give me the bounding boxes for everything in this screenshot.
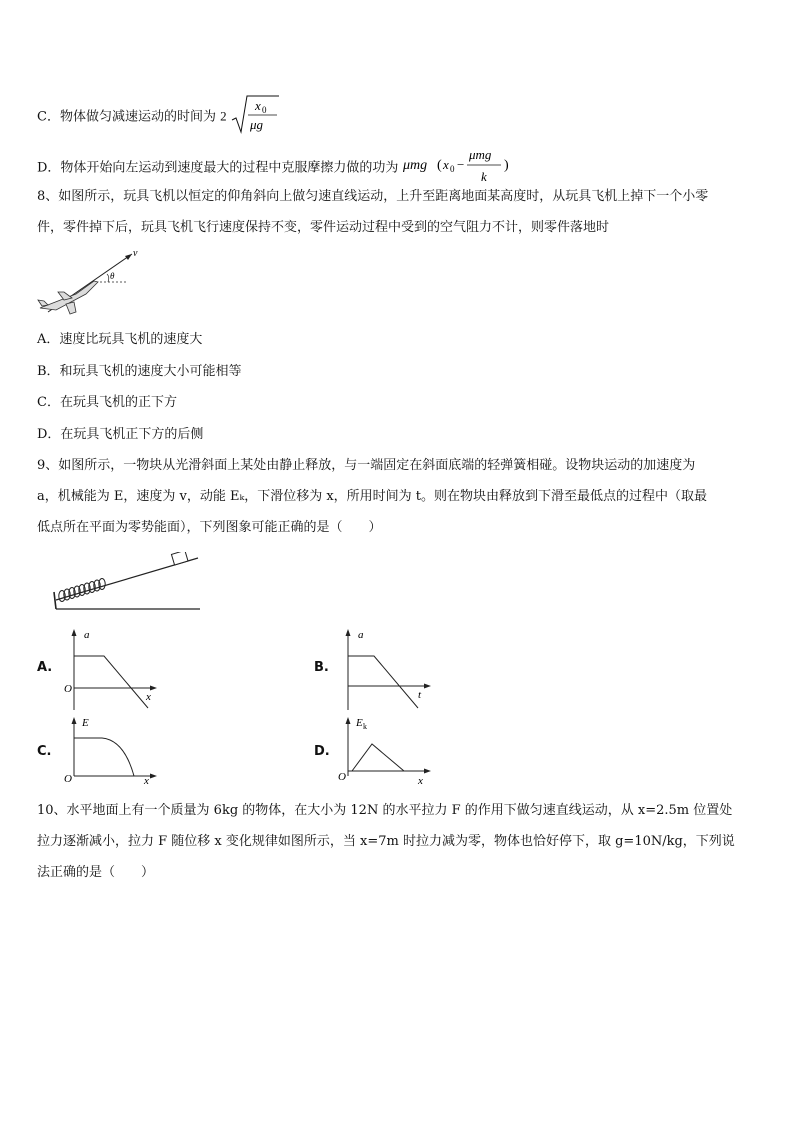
q8-option-b: B．和玩具飞机的速度大小可能相等 [37, 364, 242, 379]
q7-option-d [37, 147, 513, 189]
graph-c-origin: O [64, 773, 72, 785]
q7-c-num-sub: 0 [261, 105, 267, 115]
q7-option-c-text: C．物体做匀减速运动的时间为 [37, 109, 216, 125]
q9-graph-c [62, 714, 162, 786]
q8-stem-line1: 8、如图所示，玩具飞机以恒定的仰角斜向上做匀速直线运动，上升至距离地面某高度时，从玩具飞机上掉下一个小零 [37, 189, 709, 204]
q9-graph-c-label: C. [37, 744, 52, 759]
graph-b-y-label: a [358, 629, 364, 641]
svg-text:): ) [503, 158, 509, 173]
toy-airplane-icon [38, 281, 98, 314]
q9-stem-line3: 低点所在平面为零势能面），下列图象可能正确的是（ ） [37, 520, 382, 535]
svg-text:μmg: μmg [468, 147, 491, 162]
graph-d-x-label: x [418, 775, 423, 786]
svg-text:−: − [456, 157, 464, 172]
graph-d-y-sub: k [363, 722, 367, 731]
q9-stem-line1: 9、如图所示，一物块从光滑斜面上某处由静止释放，与一端固定在斜面底端的轻弹簧相碰。设物块运动的加速度为 [37, 458, 696, 473]
q8-v-label: v [133, 248, 138, 259]
q9-incline-spring-figure [50, 552, 202, 614]
graph-a-y-label: a [84, 629, 90, 641]
svg-text:μmg: μmg [402, 158, 427, 173]
q8-option-c: C．在玩具飞机的正下方 [37, 395, 177, 410]
svg-text:(: ( [436, 158, 442, 173]
spring-icon [59, 579, 105, 602]
q10-stem-line1: 10、水平地面上有一个质量为 6kg 的物体，在大小为 12N 的水平拉力 F 的作用下做匀速直线运动，从 x=2.5m 位置处 [37, 803, 733, 818]
q8-theta-label: θ [110, 271, 115, 281]
q8-stem-line2: 件，零件掉下后，玩具飞机飞行速度保持不变，零件运动过程中受到的空气阻力不计，则零件落地时 [37, 220, 610, 235]
svg-text:x: x [442, 157, 449, 172]
svg-text:k: k [480, 169, 487, 184]
q9-stem-line2: a，机械能为 E，速度为 v，动能 Eₖ，下滑位移为 x，所用时间为 t。则在物块由释放到下滑至最低点的过程中（取最 [37, 489, 708, 504]
q9-graph-a [62, 626, 162, 714]
q7-option-d-formula [403, 145, 513, 187]
graph-d-y-label: E [356, 717, 363, 729]
graph-c-x-label: x [144, 775, 149, 786]
svg-text:0: 0 [449, 164, 455, 174]
q7-option-d-text: D．物体开始向左运动到速度最大的过程中克服摩擦力做的功为 [37, 160, 399, 176]
q7-option-c-coef: 2 [220, 108, 227, 124]
graph-c-curve [74, 738, 134, 776]
graph-d-origin: O [338, 771, 346, 783]
q8-airplane-figure [36, 248, 146, 320]
graph-a-origin: O [64, 683, 72, 695]
graph-c-y-label: E [82, 717, 89, 729]
graph-a-x-label: x [146, 691, 151, 703]
q9-graph-b [336, 626, 436, 714]
q9-graph-d [336, 714, 436, 786]
q7-c-den: μg [249, 117, 263, 132]
q8-option-a: A．速度比玩具飞机的速度大 [37, 332, 203, 347]
q8-option-d: D．在玩具飞机正下方的后侧 [37, 427, 204, 442]
q9-graph-d-label: D. [314, 744, 330, 759]
q9-graph-b-label: B. [314, 660, 329, 675]
graph-b-x-label: t [418, 689, 422, 701]
graph-b-curve [348, 656, 418, 708]
q10-stem-line3: 法正确的是（ ） [37, 865, 155, 880]
q7-option-c-sqrt-formula [231, 94, 281, 136]
q7-c-num: x [254, 98, 261, 113]
q10-stem-line2: 拉力逐渐减小，拉力 F 随位移 x 变化规律如图所示，当 x=7m 时拉力减为零，物体也恰好停下，取 g=10N/kg，下列说 [37, 834, 735, 849]
graph-d-curve [352, 744, 404, 771]
q7-option-c [37, 96, 281, 138]
q9-graph-a-label: A. [37, 660, 53, 675]
graph-a-curve [74, 656, 148, 708]
